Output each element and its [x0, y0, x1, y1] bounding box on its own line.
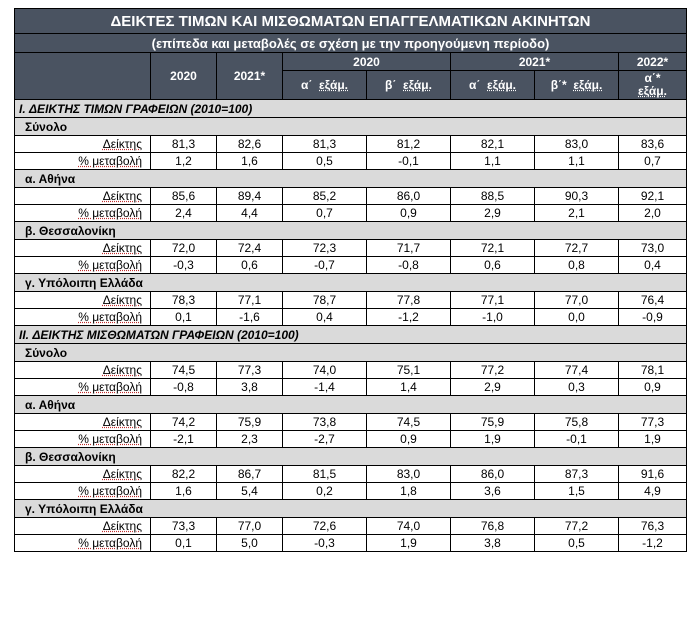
group-row	[15, 448, 687, 466]
table-cell: 78,7	[283, 292, 367, 309]
table-cell: 77,3	[217, 362, 283, 379]
table-cell: 0,7	[619, 153, 687, 170]
group-row	[15, 396, 687, 414]
table-cell: 73,8	[283, 414, 367, 431]
table-cell: 81,3	[151, 136, 217, 153]
table-cell: 85,2	[283, 188, 367, 205]
table-cell: 0,9	[367, 431, 451, 448]
table-cell: 0,2	[283, 483, 367, 500]
group-title: γ. Υπόλοιπη Ελλάδα	[15, 500, 687, 518]
section-title: II. ΔΕΙΚΤΗΣ ΜΙΣΘΩΜΑΤΩΝ ΓΡΑΦΕΙΩΝ (2010=100)	[15, 326, 687, 344]
row-label-change	[15, 483, 151, 500]
table-cell: 5,0	[217, 535, 283, 552]
table-cell: 77,8	[367, 292, 451, 309]
table-cell: 78,1	[619, 362, 687, 379]
table-cell: 92,1	[619, 188, 687, 205]
header-year-2020: 2020	[151, 53, 217, 100]
group-row	[15, 222, 687, 240]
group-title: γ. Υπόλοιπη Ελλάδα	[15, 274, 687, 292]
table-cell: 0,7	[283, 205, 367, 222]
table-cell: 3,6	[451, 483, 535, 500]
table-row	[15, 309, 687, 326]
row-label-text: % μεταβολή	[78, 154, 142, 168]
table-cell: 91,6	[619, 466, 687, 483]
table-cell: 85,6	[151, 188, 217, 205]
table-row	[15, 153, 687, 170]
table-cell: 82,6	[217, 136, 283, 153]
table-cell: 81,3	[283, 136, 367, 153]
table-cell: 76,8	[451, 518, 535, 535]
header-year-2021: 2021*	[217, 53, 283, 100]
header-q1-2020: α΄ εξάμ.	[283, 71, 367, 100]
table-cell: 0,1	[151, 309, 217, 326]
table-cell: 2,1	[535, 205, 619, 222]
header-group-2022: 2022*	[619, 53, 687, 71]
row-label-text: % μεταβολή	[78, 432, 142, 446]
table-cell: -0,9	[619, 309, 687, 326]
table-cell: 83,0	[367, 466, 451, 483]
table-cell: -0,8	[151, 379, 217, 396]
table-cell: 2,9	[451, 379, 535, 396]
group-row	[15, 118, 687, 136]
table-cell: 0,4	[619, 257, 687, 274]
table-cell: 2,0	[619, 205, 687, 222]
header-q1-2022: α΄* εξάμ.	[619, 71, 687, 100]
table-row	[15, 362, 687, 379]
row-label-text: Δείκτης	[102, 363, 142, 377]
section-row	[15, 100, 687, 118]
table-cell: -1,0	[451, 309, 535, 326]
row-label-index	[15, 362, 151, 379]
table-cell: 75,1	[367, 362, 451, 379]
header-blank	[15, 53, 151, 100]
table-cell: -0,8	[367, 257, 451, 274]
group-row	[15, 274, 687, 292]
table-cell: 82,1	[451, 136, 535, 153]
group-title: β. Θεσσαλονίκη	[15, 222, 687, 240]
table-cell: 2,9	[451, 205, 535, 222]
table-cell: 75,9	[217, 414, 283, 431]
table-container	[14, 8, 686, 552]
table-cell: 72,3	[283, 240, 367, 257]
row-label-index	[15, 518, 151, 535]
table-cell: 5,4	[217, 483, 283, 500]
table-cell: 87,3	[535, 466, 619, 483]
header-group-2020: 2020	[283, 53, 451, 71]
section-title: I. ΔΕΙΚΤΗΣ ΤΙΜΩΝ ΓΡΑΦΕΙΩΝ (2010=100)	[15, 100, 687, 118]
table-cell: 0,5	[535, 535, 619, 552]
table-row	[15, 466, 687, 483]
table-subtitle: (επίπεδα και μεταβολές σε σχέση με την προηγούμενη περίοδο)	[15, 34, 687, 53]
table-row	[15, 257, 687, 274]
table-row	[15, 518, 687, 535]
table-cell: 86,0	[367, 188, 451, 205]
group-row	[15, 500, 687, 518]
table-cell: 0,9	[367, 205, 451, 222]
table-cell: 81,5	[283, 466, 367, 483]
header-q2-2020: β΄ εξάμ.	[367, 71, 451, 100]
row-label-text: Δείκτης	[102, 519, 142, 533]
table-cell: 77,4	[535, 362, 619, 379]
row-label-text: % μεταβολή	[78, 380, 142, 394]
row-label-text: Δείκτης	[102, 189, 142, 203]
table-cell: 81,2	[367, 136, 451, 153]
row-label-index	[15, 414, 151, 431]
table-cell: 74,5	[367, 414, 451, 431]
table-cell: -0,7	[283, 257, 367, 274]
table-cell: 72,0	[151, 240, 217, 257]
header-group-2021: 2021*	[451, 53, 619, 71]
table-cell: 83,0	[535, 136, 619, 153]
table-cell: 77,0	[535, 292, 619, 309]
section-row	[15, 326, 687, 344]
table-cell: 74,5	[151, 362, 217, 379]
table-cell: -1,2	[367, 309, 451, 326]
table-cell: 72,6	[283, 518, 367, 535]
header-q2-2021: β΄* εξάμ.	[535, 71, 619, 100]
table-cell: 4,4	[217, 205, 283, 222]
table-cell: 72,1	[451, 240, 535, 257]
table-row	[15, 240, 687, 257]
table-cell: 78,3	[151, 292, 217, 309]
table-cell: 0,0	[535, 309, 619, 326]
table-cell: -0,1	[535, 431, 619, 448]
row-label-change	[15, 205, 151, 222]
table-cell: 0,6	[451, 257, 535, 274]
table-cell: 77,0	[217, 518, 283, 535]
table-cell: 0,9	[619, 379, 687, 396]
table-cell: 1,1	[451, 153, 535, 170]
row-label-text: Δείκτης	[102, 293, 142, 307]
table-cell: 73,3	[151, 518, 217, 535]
table-cell: 1,4	[367, 379, 451, 396]
table-cell: 74,2	[151, 414, 217, 431]
group-title: α. Αθήνα	[15, 396, 687, 414]
table-cell: 71,7	[367, 240, 451, 257]
table-cell: 72,4	[217, 240, 283, 257]
table-cell: -0,3	[283, 535, 367, 552]
table-row	[15, 379, 687, 396]
row-label-index	[15, 240, 151, 257]
table-cell: 3,8	[451, 535, 535, 552]
table-cell: -1,4	[283, 379, 367, 396]
row-label-text: % μεταβολή	[78, 310, 142, 324]
table-cell: 1,6	[217, 153, 283, 170]
table-cell: 2,4	[151, 205, 217, 222]
row-label-change	[15, 309, 151, 326]
table-cell: 0,5	[283, 153, 367, 170]
table-row	[15, 414, 687, 431]
table-cell: -2,1	[151, 431, 217, 448]
table-cell: 77,2	[535, 518, 619, 535]
group-row	[15, 170, 687, 188]
table-cell: 0,8	[535, 257, 619, 274]
table-cell: 72,7	[535, 240, 619, 257]
table-cell: 86,7	[217, 466, 283, 483]
table-cell: 1,9	[619, 431, 687, 448]
table-cell: 75,9	[451, 414, 535, 431]
table-cell: 0,3	[535, 379, 619, 396]
table-cell: 82,2	[151, 466, 217, 483]
table-row	[15, 188, 687, 205]
table-cell: 75,8	[535, 414, 619, 431]
table-title: ΔΕΙΚΤΕΣ ΤΙΜΩΝ ΚΑΙ ΜΙΣΘΩΜΑΤΩΝ ΕΠΑΓΓΕΛΜΑΤΙΚΩΝ ΑΚΙΝΗΤΩΝ	[15, 9, 687, 34]
table-cell: 89,4	[217, 188, 283, 205]
group-title: Σύνολο	[15, 344, 687, 362]
header-q1-2021: α΄ εξάμ.	[451, 71, 535, 100]
row-label-text: Δείκτης	[102, 415, 142, 429]
table-cell: 76,3	[619, 518, 687, 535]
table-row	[15, 535, 687, 552]
table-row	[15, 205, 687, 222]
group-title: β. Θεσσαλονίκη	[15, 448, 687, 466]
row-label-change	[15, 379, 151, 396]
row-label-index	[15, 292, 151, 309]
table-cell: 4,9	[619, 483, 687, 500]
table-cell: -0,1	[367, 153, 451, 170]
table-row	[15, 136, 687, 153]
table-cell: 1,8	[367, 483, 451, 500]
table-cell: -1,6	[217, 309, 283, 326]
table-row	[15, 292, 687, 309]
row-label-index	[15, 466, 151, 483]
table-cell: -1,2	[619, 535, 687, 552]
row-label-index	[15, 188, 151, 205]
row-label-text: % μεταβολή	[78, 206, 142, 220]
table-cell: 73,0	[619, 240, 687, 257]
table-cell: 77,1	[217, 292, 283, 309]
row-label-index	[15, 136, 151, 153]
row-label-change	[15, 535, 151, 552]
row-label-change	[15, 257, 151, 274]
table-cell: -2,7	[283, 431, 367, 448]
table-cell: 1,5	[535, 483, 619, 500]
table-row	[15, 483, 687, 500]
table-cell: 77,3	[619, 414, 687, 431]
table-row	[15, 431, 687, 448]
table-cell: 1,9	[451, 431, 535, 448]
table-cell: 1,2	[151, 153, 217, 170]
group-title: Σύνολο	[15, 118, 687, 136]
table-cell: 3,8	[217, 379, 283, 396]
row-label-change	[15, 153, 151, 170]
table-cell: 86,0	[451, 466, 535, 483]
table-cell: 83,6	[619, 136, 687, 153]
table-cell: 90,3	[535, 188, 619, 205]
table-cell: 77,1	[451, 292, 535, 309]
row-label-text: % μεταβολή	[78, 484, 142, 498]
table-cell: 1,9	[367, 535, 451, 552]
price-index-table	[14, 8, 687, 552]
table-cell: 0,6	[217, 257, 283, 274]
row-label-change	[15, 431, 151, 448]
row-label-text: Δείκτης	[102, 467, 142, 481]
table-cell: 88,5	[451, 188, 535, 205]
table-cell: 74,0	[283, 362, 367, 379]
table-cell: 2,3	[217, 431, 283, 448]
row-label-text: Δείκτης	[102, 137, 142, 151]
table-cell: -0,3	[151, 257, 217, 274]
row-label-text: % μεταβολή	[78, 258, 142, 272]
row-label-text: % μεταβολή	[78, 536, 142, 550]
group-title: α. Αθήνα	[15, 170, 687, 188]
group-row	[15, 344, 687, 362]
table-cell: 77,2	[451, 362, 535, 379]
table-cell: 1,6	[151, 483, 217, 500]
row-label-text: Δείκτης	[102, 241, 142, 255]
table-cell: 0,1	[151, 535, 217, 552]
table-cell: 1,1	[535, 153, 619, 170]
table-cell: 76,4	[619, 292, 687, 309]
table-cell: 74,0	[367, 518, 451, 535]
table-cell: 0,4	[283, 309, 367, 326]
